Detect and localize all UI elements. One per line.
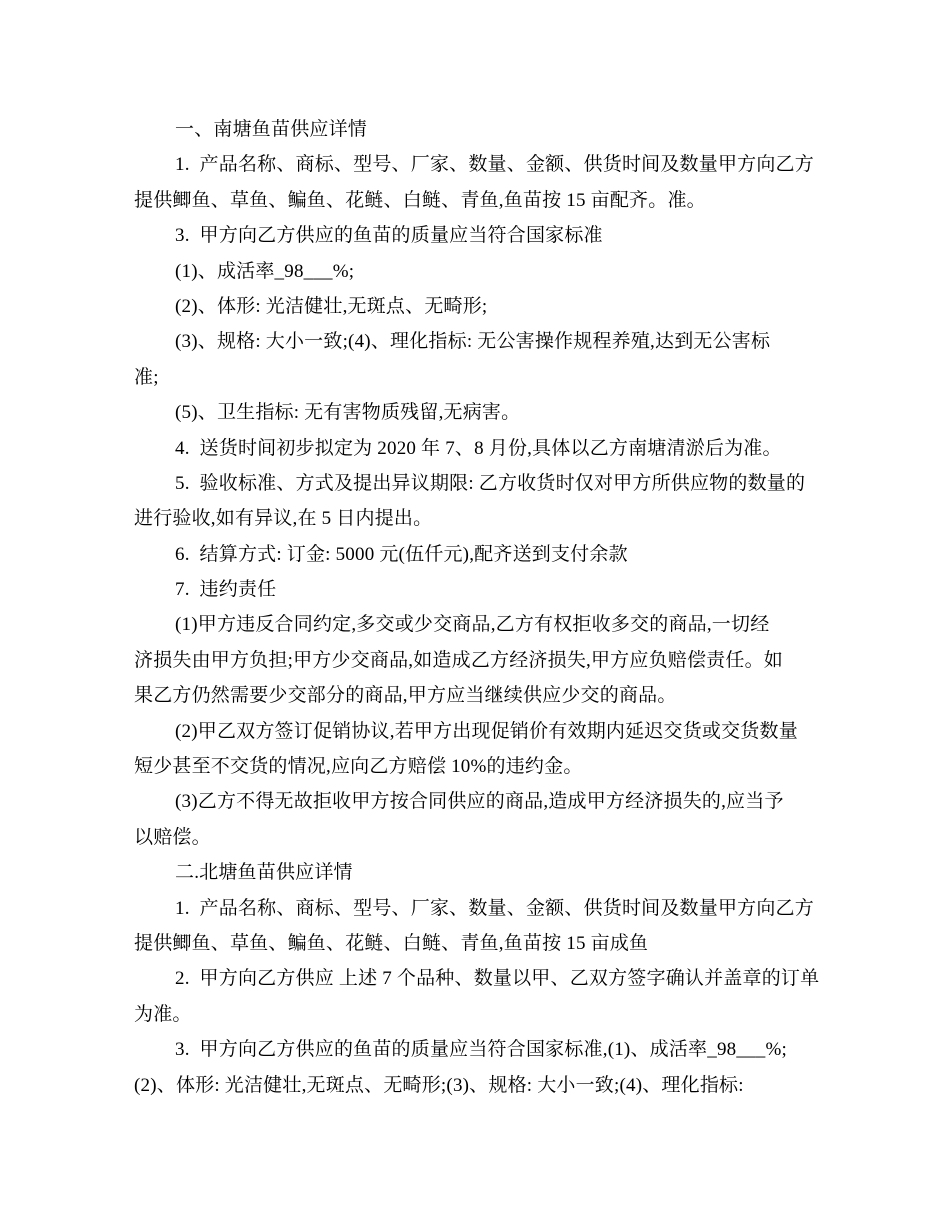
text-line: 进行验收,如有异议,在 5 日内提出。: [134, 508, 433, 530]
text-line: 2. 甲方向乙方供应 上述 7 个品种、数量以甲、乙双方签字确认并盖章的订单: [175, 968, 820, 990]
text-line: 济损失由甲方负担;甲方少交商品,如造成乙方经济损失,甲方应负赔偿责任。如: [134, 649, 783, 671]
text-line: 以赔偿。: [134, 826, 211, 848]
text-line: 果乙方仍然需要少交部分的商品,甲方应当继续供应少交的商品。: [134, 685, 677, 707]
text-line: 1. 产品名称、商标、型号、厂家、数量、金额、供货时间及数量甲方向乙方: [175, 897, 814, 919]
text-line: 提供鲫鱼、草鱼、鳊鱼、花鲢、白鲢、青鱼,鱼苗按 15 亩成鱼: [134, 932, 649, 954]
text-line: 提供鲫鱼、草鱼、鳊鱼、花鲢、白鲢、青鱼,鱼苗按 15 亩配齐。准。: [134, 189, 706, 211]
text-line: (2)、体形: 光洁健壮,无斑点、无畸形;: [175, 295, 488, 317]
text-line: (1)、成活率_98___%;: [175, 260, 355, 282]
contract-document: [134, 112, 820, 1103]
text-line: 7. 违约责任: [175, 579, 277, 601]
text-line: 为准。: [134, 1003, 192, 1025]
text-line: 准;: [134, 366, 159, 388]
text-line: (2)甲乙双方签订促销协议,若甲方出现促销价有效期内延迟交货或交货数量: [175, 720, 798, 742]
text-line: 短少甚至不交货的情况,应向乙方赔偿 10%的违约金。: [134, 756, 583, 778]
text-line: (3)乙方不得无故拒收甲方按合同供应的商品,造成甲方经济损失的,应当予: [175, 791, 784, 813]
text-line: (2)、体形: 光洁健壮,无斑点、无畸形;(3)、规格: 大小一致;(4)、理化指标:: [134, 1074, 744, 1096]
text-line: (1)甲方违反合同约定,多交或少交商品,乙方有权拒收多交的商品,一切经: [175, 614, 770, 636]
text-line: 4. 送货时间初步拟定为 2020 年 7、8 月份,具体以乙方南塘清淤后为准。: [175, 437, 782, 459]
text-line: 5. 验收标准、方式及提出异议期限: 乙方收货时仅对甲方所供应物的数量的: [175, 472, 806, 494]
text-line: 1. 产品名称、商标、型号、厂家、数量、金额、供货时间及数量甲方向乙方: [175, 154, 814, 176]
text-line: 3. 甲方向乙方供应的鱼苗的质量应当符合国家标准,(1)、成活率_98___%;: [175, 1039, 787, 1061]
text-line: (3)、规格: 大小一致;(4)、理化指标: 无公害操作规程养殖,达到无公害标: [175, 331, 771, 353]
text-line: 一、南塘鱼苗供应详情: [175, 119, 368, 140]
text-line: 3. 甲方向乙方供应的鱼苗的质量应当符合国家标准: [175, 225, 603, 247]
text-line: 二.北塘鱼苗供应详情: [175, 862, 353, 884]
text-line: 6. 结算方式: 订金: 5000 元(伍仟元),配齐送到支付余款: [175, 543, 628, 565]
text-line: (5)、卫生指标: 无有害物质残留,无病害。: [175, 402, 521, 424]
